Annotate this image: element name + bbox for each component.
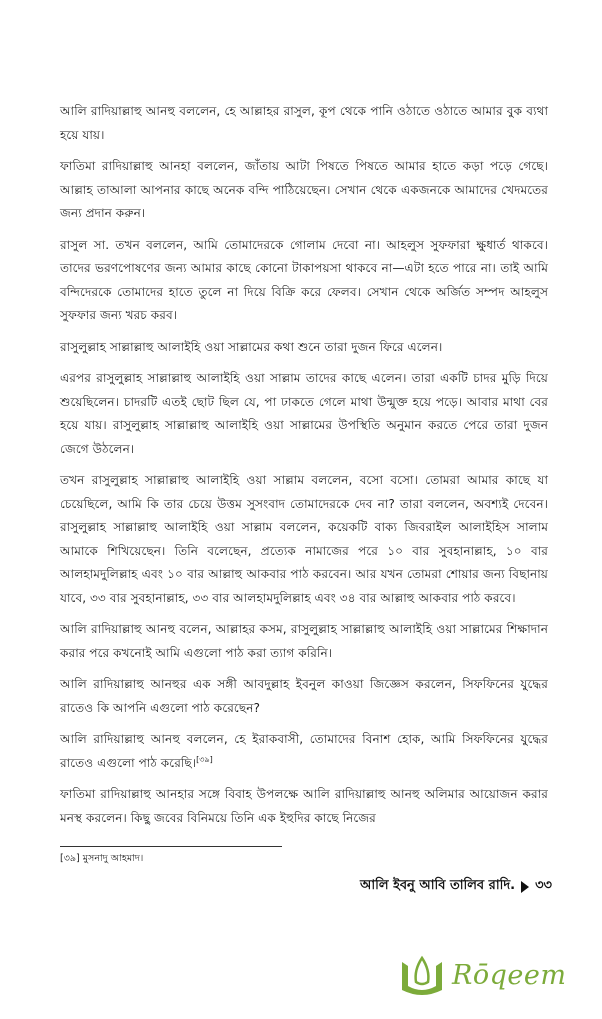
paragraph-1: আলি রাদিয়াল্লাহু আনহু বললেন, হে আল্লাহর রাসুল, কূপ থেকে পানি ওঠাতে ওঠাতে আমার বুক ব্যথা হয়ে যায়।	[60, 104, 548, 142]
paragraph-5: এরপর রাসুলুল্লাহ সাল্লাল্লাহু আলাইহি ওয়া সাল্লাম তাদের কাছে এলেন। তারা একটি চাদর মুড়ি দিয়ে শুয়েছিলেন। চাদরটি এতই ছোট ছিল যে, পা ঢাকতে গেলে মাথা উন্মুক্ত হয়ে পড়ে। আবার মাথা বের হয়ে যায়। রাসুলুল্লাহ সাল্লাল্লাহু আলাইহি ওয়া সাল্লামের উপস্থিতি অনুমান করতে পেরে তারা দুজন জেগে উঠলেন।	[60, 371, 548, 456]
paragraph-10: ফাতিমা রাদিয়াল্লাহু আনহার সঙ্গে বিবাহ উপলক্ষে আলি রাদিয়াল্লাহু আনহু অলিমার আয়োজন করার মনস্থ করলেন। কিছু জবের বিনিময়ে তিনি এক ইহুদির কাছে নিজের	[60, 787, 548, 825]
paragraph-7: আলি রাদিয়াল্লাহু আনহু বলেন, আল্লাহর কসম, রাসুলুল্লাহ সাল্লাল্লাহু আলাইহি ওয়া সাল্লামের শিক্ষাদান করার পরে কখনোই আমি এগুলো পাঠ করা ত্যাগ করিনি।	[60, 622, 548, 660]
footnote-reference[interactable]: [৩৯]	[196, 754, 213, 764]
arrow-right-icon	[521, 881, 529, 893]
logo-mark-icon	[398, 952, 446, 998]
paragraph-9-text: আলি রাদিয়াল্লাহু আনহু বললেন, হে ইরাকবাসী, তোমাদের বিনাশ হোক, আমি সিফফিনের যুদ্ধের রাতেও এগুলো পাঠ করেছি।	[60, 732, 548, 770]
footnote: [৩৯] মুসনাদু আহমাদ।	[60, 853, 144, 864]
book-title: আলি ইবনু আবি তালিব রাদি.	[359, 878, 516, 893]
paragraph-8: আলি রাদিয়াল্লাহু আনহুর এক সঙ্গী আবদুল্লাহ ইবনুল কাওয়া জিজ্ঞেস করলেন, সিফফিনের যুদ্ধের রাতেও কি আপনি এগুলো পাঠ করেছেন?	[60, 677, 548, 715]
paragraph-2: ফাতিমা রাদিয়াল্লাহু আনহা বললেন, জাঁতায় আটা পিষতে পিষতে আমার হাতে কড়া পড়ে গেছে। আল্লাহ তাআলা আপনার কাছে অনেক বন্দি পাঠিয়েছেন। সেখান থেকে একজনকে আমাদের খেদমতের জন্য প্রদান করুন।	[60, 159, 548, 220]
paragraph-3: রাসুল সা. তখন বললেন, আমি তোমাদেরকে গোলাম দেবো না। আহলুস সুফফারা ক্ষুধার্ত থাকবে। তাদের ভরণপোষণের জন্য আমার কাছে কোনো টাকাপয়সা থাকবে না—এটা হতে পারে না। তাই আমি বন্দিদেরকে তোমাদের হাতে তুলে না দিয়ে বিক্রি করে ফেলব। সেখান থেকে অর্জিত সম্পদ আহলুস সুফফার জন্য খরচ করব।	[60, 237, 548, 322]
page-body	[60, 100, 548, 838]
footnote-divider	[60, 846, 282, 847]
paragraph-9	[60, 728, 548, 775]
page-number: ৩৩	[535, 878, 552, 893]
paragraph-6: তখন রাসুলুল্লাহ সাল্লাল্লাহু আলাইহি ওয়া সাল্লাম বললেন, বসো বসো। তোমরা আমার কাছে যা চেয়েছিলে, আমি কি তার চেয়ে উত্তম সুসংবাদ তোমাদেরকে দেব না? তারা বললেন, অবশ্যই দেবেন। রাসুলুল্লাহ সাল্লাল্লাহু আলাইহি ওয়া সাল্লাম বললেন, কয়েকটি বাক্য জিবরাইল আলাইহিস সালাম আমাকে শিখিয়েছেন। তিনি বলেছেন, প্রত্যেক নামাজের পরে ১০ বার সুবহানাল্লাহ, ১০ বার আলহামদুলিল্লাহ এবং ১০ বার আল্লাহু আকবার পাঠ করবেন। আর যখন তোমরা শোয়ার জন্য বিছানায় যাবে, ৩৩ বার সুবহানাল্লাহ, ৩৩ বার আলহামদুলিল্লাহ এবং ৩৪ বার আল্লাহু আকবার পাঠ করবে।	[60, 473, 548, 605]
running-footer	[360, 876, 552, 897]
paragraph-4: রাসুলুল্লাহ সাল্লাল্লাহু আলাইহি ওয়া সাল্লামের কথা শুনে তারা দুজন ফিরে এলেন।	[60, 339, 443, 354]
logo-wordmark: Rōqeem	[452, 959, 567, 991]
publisher-logo	[398, 952, 566, 998]
